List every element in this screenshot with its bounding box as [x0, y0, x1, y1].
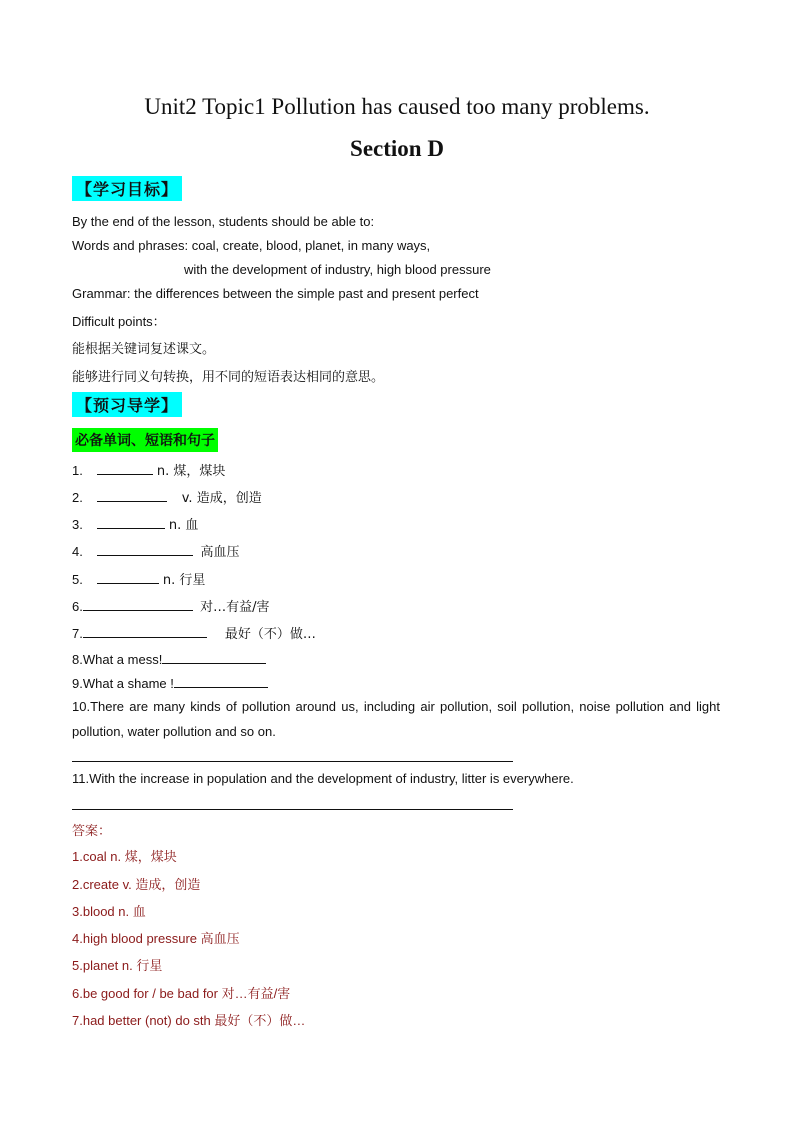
exercise-1 — [72, 460, 225, 479]
translation-line-11[interactable] — [72, 809, 513, 810]
exercise-sentence: 8.What a mess! — [72, 652, 163, 667]
exercise-hint: n. 煤，煤块 — [156, 464, 226, 479]
section-heading: Section D — [350, 136, 444, 161]
objectives-words: Words and phrases: coal, create, blood, planet, in many ways, — [72, 238, 431, 253]
exercise-5 — [72, 569, 205, 588]
answer-blank[interactable] — [97, 541, 193, 556]
exercise-2 — [72, 487, 262, 506]
exercise-number: 7. — [72, 626, 83, 641]
exercise-number: 4. — [72, 544, 83, 559]
answer-1: 1.coal n. 煤，煤块 — [72, 849, 177, 864]
vocabulary-subsection-tag: 必备单词、短语和句子 — [72, 428, 218, 452]
exercise-4 — [72, 541, 240, 560]
answer-2: 2.create v. 造成，创造 — [72, 877, 201, 892]
objectives-intro: By the end of the lesson, students should be able to: — [72, 214, 375, 229]
answer-4: 4.high blood pressure 高血压 — [72, 931, 240, 946]
answer-3: 3.blood n. 血 — [72, 904, 146, 919]
exercise-6 — [72, 596, 269, 615]
exercise-hint: n. 血 — [168, 518, 199, 533]
objectives-point-2: 能够进行同义句转换，用不同的短语表达相同的意思。 — [72, 370, 385, 385]
exercise-number: 5. — [72, 572, 83, 587]
exercise-8 — [72, 649, 266, 667]
sentence-11: 11.With the increase in population and the development of industry, litter is everywhere. — [72, 771, 574, 786]
exercise-7 — [72, 623, 316, 642]
answer-blank[interactable] — [162, 649, 266, 664]
translation-line-10[interactable] — [72, 761, 513, 762]
answer-blank[interactable] — [97, 487, 167, 502]
exercise-number: 6. — [72, 599, 83, 614]
exercise-hint: 对…有益/害 — [200, 600, 270, 615]
answer-5: 5.planet n. 行星 — [72, 958, 163, 973]
exercise-hint: 最好（不）做… — [224, 627, 316, 642]
exercise-sentence: 9.What a shame ! — [72, 676, 174, 691]
answer-blank[interactable] — [97, 514, 165, 529]
exercise-hint: v. 造成，创造 — [181, 491, 262, 506]
objectives-grammar: Grammar: the differences between the simple past and present perfect — [72, 286, 479, 301]
exercise-hint: 高血压 — [200, 545, 240, 560]
answers-label: 答案： — [72, 824, 112, 839]
exercise-hint: n. 行星 — [162, 573, 206, 588]
answer-blank[interactable] — [97, 460, 153, 475]
preview-guide-tag: 【预习导学】 — [72, 392, 182, 417]
objectives-point-1: 能根据关键词复述课文。 — [72, 342, 216, 357]
answer-6: 6.be good for / be bad for 对…有益/害 — [72, 986, 291, 1001]
document-title: Unit2 Topic1 Pollution has caused too many problems. — [144, 94, 650, 119]
answer-blank[interactable] — [83, 596, 193, 611]
sentence-10: 10.There are many kinds of pollution around us, including air pollution, soil pollution, noise pollution and light pollution, water pollution and so on. — [72, 699, 720, 739]
answer-blank[interactable] — [97, 569, 159, 584]
learning-objectives-tag: 【学习目标】 — [72, 176, 182, 201]
answer-blank[interactable] — [83, 623, 207, 638]
answer-7: 7.had better (not) do sth 最好（不）做… — [72, 1013, 306, 1028]
exercise-9 — [72, 673, 268, 691]
exercise-number: 2. — [72, 490, 83, 505]
objectives-words-cont: with the development of industry, high blood pressure — [184, 262, 491, 277]
exercise-number: 3. — [72, 517, 83, 532]
answer-blank[interactable] — [174, 673, 268, 688]
objectives-difficult: Difficult points： — [72, 314, 166, 329]
exercise-number: 1. — [72, 463, 83, 478]
exercise-3 — [72, 514, 198, 533]
